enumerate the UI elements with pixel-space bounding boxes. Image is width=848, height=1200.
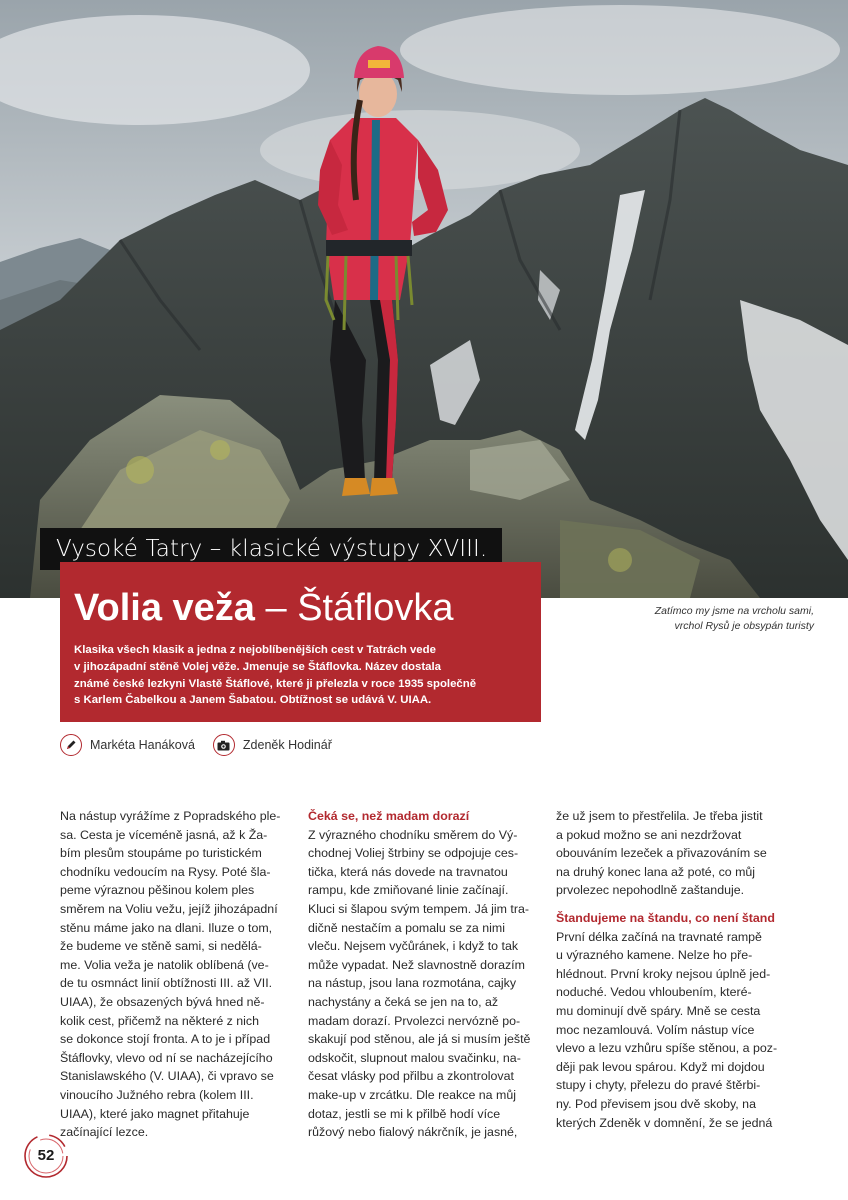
text-line: nachystány a čeká se jen na to, až bbox=[308, 994, 499, 1009]
text-line: směrem na Voliu vežu, jejíž jihozápadní bbox=[60, 901, 278, 916]
text-line: chodníku vedoucím na Rysy. Poté šla- bbox=[60, 864, 271, 879]
text-line: ny. Pod převisem jsou dvě skoby, na bbox=[556, 1096, 756, 1111]
text-line: že budeme ve stěně sami, si nedělá- bbox=[60, 939, 262, 954]
caption-line: Zatímco my jsme na vrcholu sami, bbox=[654, 605, 814, 617]
series-title: Vysoké Tatry – klasické výstupy XVIII. bbox=[40, 528, 502, 570]
title-separator: – bbox=[254, 587, 298, 629]
text-line: odskočit, slupnout malou svačinku, na- bbox=[308, 1050, 521, 1065]
text-line: tička, která nás dovede na travnatou bbox=[308, 864, 508, 879]
pen-icon bbox=[60, 734, 82, 756]
text-line: obouváním lezeček a přivazováním se bbox=[556, 846, 767, 861]
page-number: 52 bbox=[37, 1147, 55, 1164]
text-line: vlevo a lezu vzhůru spíše stěnou, a poz- bbox=[556, 1041, 778, 1056]
text-line: rampu, kde zmiňované linie začínají. bbox=[308, 883, 509, 898]
lead-line: Klasika všech klasik a jedna z nejoblíbenějších cest v Tatrách vede bbox=[74, 644, 436, 656]
text-line: UIAA), které jako magnet přitahuje bbox=[60, 1106, 250, 1121]
camera-icon bbox=[213, 734, 235, 756]
text-line: skakují pod stěnou, ale já si musím ještě bbox=[308, 1032, 531, 1047]
text-line: hlédnout. První kroky nejsou úplně jed- bbox=[556, 966, 771, 981]
text-line: že už jsem to přestřelila. Je třeba jistit bbox=[556, 809, 763, 823]
credits bbox=[60, 732, 332, 758]
text-line: bím plesům stoupáme po turistickém bbox=[60, 846, 262, 861]
text-line: česat vlásky pod přilbu a zkontrolovat bbox=[308, 1069, 514, 1084]
title-box bbox=[60, 562, 541, 722]
text-line: chodnej Voliej štrbiny se odpojuje ces- bbox=[308, 846, 519, 861]
text-line: růžový nebo fialový nákrčník, je jasné, bbox=[308, 1125, 518, 1140]
text-line: prvolezec nepohodlně zaštanduje. bbox=[556, 883, 745, 898]
photographer-name: Zdeněk Hodinář bbox=[242, 738, 332, 752]
text-line: První délka začíná na travnaté rampě bbox=[556, 929, 762, 944]
text-line: me. Volia veža je natolik oblíbená (ve- bbox=[60, 957, 269, 972]
text-line: vinoucího Južného rebra (kolem III. bbox=[60, 1087, 254, 1102]
caption-line: vrchol Rysů je obsypán turisty bbox=[674, 620, 814, 632]
text-line: začínající lezce. bbox=[60, 1125, 149, 1140]
text-line: kterých Zdeněk v domnění, že se jedná bbox=[556, 1115, 773, 1130]
text-line: a pokud možno se ani nezdržovat bbox=[556, 827, 742, 842]
text-column-2 bbox=[308, 807, 540, 1142]
author-name: Markéta Hanáková bbox=[90, 738, 195, 752]
lead-line: s Karlem Čabelkou a Janem Šabatou. Obtížnost se udává V. UIAA. bbox=[74, 694, 432, 707]
text-line: na nástup, jsou lana rozmotána, cajky bbox=[308, 976, 517, 991]
text-line: dotaz, jestli se mi k přilbě hodí více bbox=[308, 1106, 501, 1121]
text-line: UIAA), že obsazených bývá hned ně- bbox=[60, 994, 265, 1009]
text-line: madam dorazí. Prvolezci nervózně po- bbox=[308, 1013, 521, 1028]
text-line: Kluci si šlapou svým tempem. Já jim tra- bbox=[308, 901, 530, 916]
article-lead bbox=[74, 642, 527, 709]
text-line: stěnu máme jako na dlani. Iluze o tom, bbox=[60, 920, 273, 935]
article-title bbox=[74, 586, 527, 630]
text-line: kolik cest, přičemž na některé z nich bbox=[60, 1013, 260, 1028]
text-line: sa. Cesta je víceméně jasná, až k Ža- bbox=[60, 827, 268, 842]
text-line: dičně nestačím a pomalu se za nimi bbox=[308, 920, 505, 935]
text-line: make-up v zrcátku. Dle reakce na můj bbox=[308, 1087, 516, 1102]
text-line: Stanislawského (V. UIAA), či vpravo se bbox=[60, 1069, 274, 1084]
section-heading: Štandujeme na štandu, co není štand bbox=[556, 910, 775, 925]
author-credit bbox=[60, 734, 195, 756]
text-line: mu dominují dvě spáry. Mně se cesta bbox=[556, 1003, 761, 1018]
mountain-climber-illustration bbox=[0, 0, 848, 598]
text-line: Štáflovky, vlevo od ní se nacházejícího bbox=[60, 1050, 273, 1065]
text-line: vleču. Nejsem vyčůránek, i když to tak bbox=[308, 939, 519, 954]
photographer-credit bbox=[213, 734, 332, 756]
photo-caption bbox=[554, 604, 814, 634]
lead-line: známé české lezkyni Vlastě Štáflové, které ji přelezla v roce 1935 společně bbox=[74, 677, 477, 690]
text-line: peme výraznou pěšinou kolem ples bbox=[60, 883, 255, 898]
text-line: u výrazného kamene. Nelze ho pře- bbox=[556, 948, 753, 963]
text-line: na druhý konec lana až poté, co můj bbox=[556, 864, 756, 879]
text-line: moc nezamlouvá. Volím nástup více bbox=[556, 1022, 755, 1037]
text-column-1 bbox=[60, 807, 292, 1142]
text-line: de tu osmnáct linií obtížnosti III. až VII. bbox=[60, 976, 273, 991]
text-line: stupy i chyty, přelezu do pravé štěrbi- bbox=[556, 1078, 761, 1093]
text-line: Z výrazného chodníku směrem do Vý- bbox=[308, 827, 518, 842]
text-line: může vypadat. Než slavnostně dorazím bbox=[308, 957, 525, 972]
text-line: Na nástup vyrážíme z Popradského ple- bbox=[60, 809, 281, 823]
text-line: ději pak levou spárou. Když mi dojdou bbox=[556, 1059, 765, 1074]
title-light: Štáflovka bbox=[297, 587, 454, 629]
text-column-3 bbox=[556, 807, 788, 1132]
title-bold: Volia veža bbox=[74, 587, 255, 629]
hero-photo bbox=[0, 0, 848, 598]
text-line: se dokonce stojí fronta. A to je i případ bbox=[60, 1032, 271, 1047]
page-number-badge bbox=[22, 1132, 70, 1180]
text-line: noduché. Vedou vhloubením, které- bbox=[556, 985, 752, 1000]
section-heading: Čeká se, než madam dorazí bbox=[308, 809, 470, 823]
lead-line: v jihozápadní stěně Volej věže. Jmenuje se Štáflovka. Název dostala bbox=[74, 660, 441, 673]
